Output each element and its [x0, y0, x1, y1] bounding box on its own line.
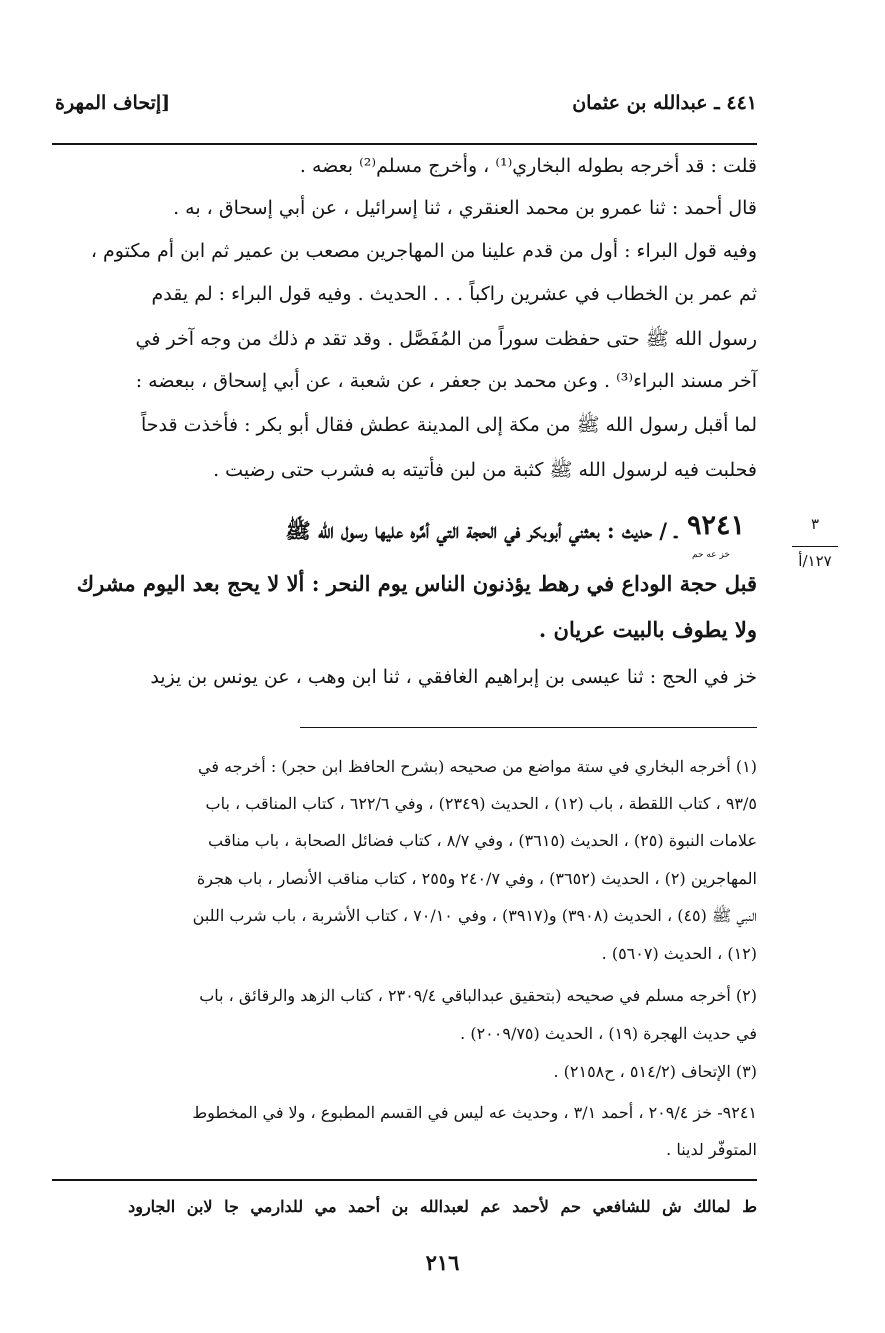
abbreviations-rule: [52, 1179, 757, 1181]
hadith-number: ٩٢٤١: [686, 510, 745, 541]
footnote-2-line-1: (٢) أخرجه مسلم في صحيحه (بتحقيق عبدالباقي ٢٣٠٩/٤ ، كتاب الزهد والرقائق ، باب: [199, 986, 757, 1005]
footnote-1-line-3: علامات النبوة (٢٥) ، الحديث (٣٦١٥) ، وفي ٨/٧ ، كتاب فضائل الصحابة ، باب مناقب: [207, 831, 757, 850]
page-number: ٢١٦: [425, 1250, 460, 1275]
footnote-1-line-4: المهاجرين (٢) ، الحديث (٣٦٥٢) ، وفي ٢٤٠/٧ و٢٥٥ ، كتاب مناقب الأنصار ، باب هجرة: [196, 869, 757, 888]
footnote-1-line-1: (١) أخرجه البخاري في ستة مواضع من صحيحه (بشرح الحافظ ابن حجر) : أخرجه في: [198, 757, 757, 776]
text-line-5: رسول الله ﷺ حتى حفظت سوراً من المُفَصَّل . وقد تقد م ذلك من وجه آخر في: [135, 328, 757, 350]
running-header-right: ٤٤١ ـ عبدالله بن عثمان: [572, 92, 757, 114]
text-line-2: قال أحمد : ثنا عمرو بن محمد العنقري ، ثنا إسرائيل ، عن أبي إسحاق ، به .: [173, 197, 757, 219]
hadith-line-1: ـ / حديث : بعثني أبوبكر في الحجة التي أمَّره عليها رسول الله ﷺ: [285, 518, 677, 543]
text-line-7: لما أقبل رسول الله ﷺ من مكة إلى المدينة عطش فقال أبو بكر : فأخذت قدحاً: [140, 414, 757, 436]
footnote-rule: [300, 727, 757, 728]
running-header-left: [إتحاف المهرة: [55, 92, 171, 114]
text-line-4: ثم عمر بن الخطاب في عشرين راكباً . . . الحديث . وفيه قول البراء : لم يقدم: [151, 283, 757, 305]
footnote-1-line-6: (١٢) ، الحديث (٥٦٠٧) .: [601, 944, 757, 963]
footnote-2-line-2: في حديث الهجرة (١٩) ، الحديث (٢٠٠٩/٧٥) .: [460, 1024, 757, 1043]
text-line-6: آخر مسند البراء⁽³⁾ . وعن محمد بن جعفر ، عن شعبة ، عن أبي إسحاق ، ببعضه :: [135, 370, 757, 392]
margin-note-bottom: ١٢٧/أ: [798, 552, 832, 570]
header-rule: [52, 143, 757, 145]
text-line-8: فحلبت فيه لرسول الله ﷺ كثبة من لبن فأتيته به فشرب حتى رضيت .: [213, 459, 757, 481]
footnote-4-line-2: المتوفّر لدينا .: [666, 1140, 757, 1159]
text-line-1: قلت : قد أخرجه بطوله البخاري⁽¹⁾ ، وأخرج مسلم⁽²⁾ بعضه .: [299, 155, 757, 177]
abbreviations-key: ط لمالك ش للشافعي حم لأحمد عم لعبدالله بن أحمد مي للدارمي جا لابن الجارود: [128, 1197, 757, 1216]
source-line: خز في الحج : ثنا عيسى بن إبراهيم الغافقي ، ثنا ابن وهب ، عن يونس بن يزيد: [150, 666, 757, 688]
footnote-4-line-1: ٩٢٤١- خز ٢٠٩/٤ ، أحمد ٣/١ ، وحديث عه ليس في القسم المطبوع ، ولا في المخطوط: [192, 1103, 757, 1122]
hadith-number-sources: خز عه حم: [692, 550, 730, 560]
footnote-1-line-5: النبي ﷺ (٤٥) ، الحديث (٣٩٠٨) و(٣٩١٧) ، وفي ٧٠/١٠ ، كتاب الأشربة ، باب شرب اللبن: [192, 906, 757, 925]
margin-note-top: ٣: [810, 515, 820, 533]
text-line-3: وفيه قول البراء : أول من قدم علينا من المهاجرين مصعب بن عمير ثم ابن أم مكتوم ،: [90, 240, 757, 262]
hadith-line-3: ولا يطوف بالبيت عريان .: [538, 617, 757, 642]
hadith-line-2: قبل حجة الوداع في رهط يؤذنون الناس يوم النحر : ألا لا يحج بعد اليوم مشرك: [76, 571, 757, 596]
footnote-3: (٣) الإتحاف (٥١٤/٢ ، ح٢١٥٨) .: [553, 1062, 757, 1081]
footnote-1-line-2: ٩٣/٥ ، كتاب اللقطة ، باب (١٢) ، الحديث (٢٣٤٩) ، وفي ٦٢٢/٦ ، كتاب المناقب ، باب: [205, 794, 757, 813]
margin-note-rule: [792, 546, 838, 547]
